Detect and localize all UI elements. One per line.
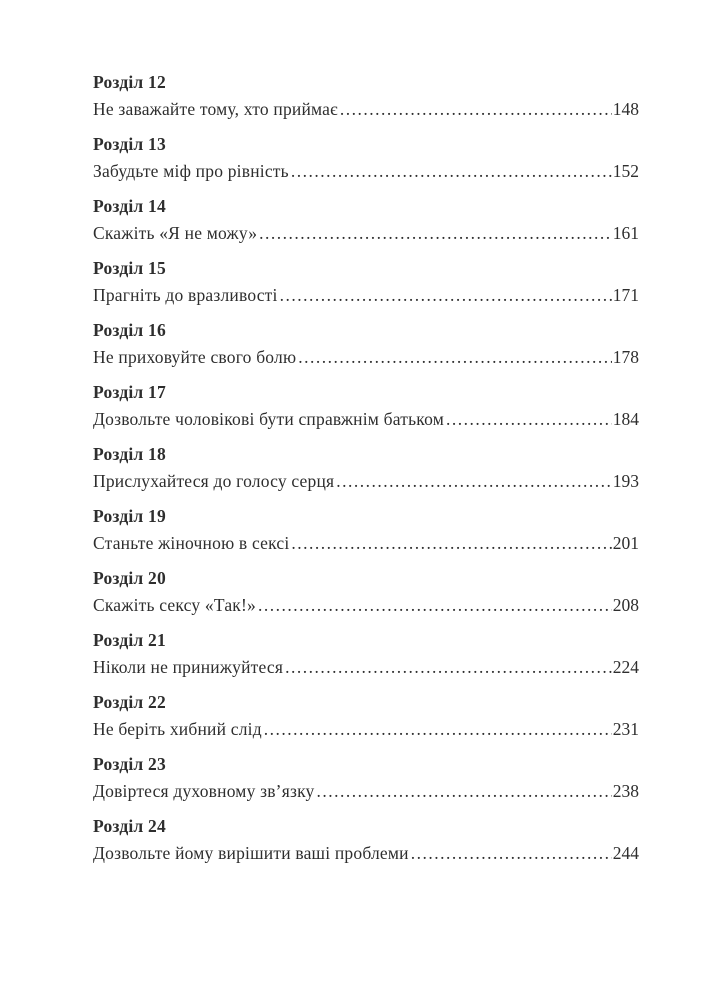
toc-entry-line — [93, 98, 639, 120]
page-number: 224 — [612, 657, 639, 677]
chapter-title: Забудьте міф про рівність — [93, 161, 289, 181]
chapter-title: Прислухайтеся до голосу серця — [93, 471, 335, 491]
toc-entry-line — [93, 160, 639, 182]
toc-entry — [93, 319, 639, 368]
toc-entry-line — [93, 408, 639, 430]
toc-entry-line — [93, 346, 639, 368]
dot-leader — [258, 594, 612, 616]
dot-leader — [264, 718, 612, 740]
chapter-heading: Розділ 20 — [93, 568, 166, 588]
toc-entry — [93, 381, 639, 430]
toc-entry-line — [93, 718, 639, 740]
chapter-heading: Розділ 16 — [93, 320, 166, 340]
page-number: 178 — [612, 347, 639, 367]
toc-entry — [93, 691, 639, 740]
toc-entry — [93, 195, 639, 244]
chapter-title: Прагніть до вразливості — [93, 285, 278, 305]
chapter-heading: Розділ 17 — [93, 382, 166, 402]
dot-leader — [259, 222, 612, 244]
chapter-title: Дозвольте йому вирішити ваші проблеми — [93, 843, 409, 863]
toc-entry — [93, 133, 639, 182]
chapter-heading: Розділ 23 — [93, 754, 166, 774]
chapter-title: Не приховуйте свого болю — [93, 347, 297, 367]
toc-entry — [93, 71, 639, 120]
dot-leader — [316, 780, 611, 802]
chapter-heading: Розділ 15 — [93, 258, 166, 278]
dot-leader — [298, 346, 612, 368]
dot-leader — [446, 408, 612, 430]
dot-leader — [280, 284, 612, 306]
page-number: 238 — [612, 781, 639, 801]
chapter-heading: Розділ 12 — [93, 72, 166, 92]
toc-entry — [93, 629, 639, 678]
chapter-title: Скажіть сексу «Так!» — [93, 595, 256, 615]
toc-entry-line — [93, 780, 639, 802]
toc-entry — [93, 567, 639, 616]
toc-entry-line — [93, 594, 639, 616]
chapter-title: Не беріть хибний слід — [93, 719, 262, 739]
toc-entry-line — [93, 222, 639, 244]
toc-entry — [93, 815, 639, 864]
page-number: 208 — [612, 595, 639, 615]
page-number: 152 — [612, 161, 639, 181]
toc-entry-line — [93, 842, 639, 864]
chapter-heading: Розділ 22 — [93, 692, 166, 712]
page-number: 231 — [612, 719, 639, 739]
toc-entry-line — [93, 656, 639, 678]
chapter-title: Дозвольте чоловікові бути справжнім батьком — [93, 409, 444, 429]
dot-leader — [340, 98, 612, 120]
toc-entry-line — [93, 532, 639, 554]
page-number: 184 — [612, 409, 639, 429]
chapter-heading: Розділ 24 — [93, 816, 166, 836]
chapter-heading: Розділ 13 — [93, 134, 166, 154]
dot-leader — [291, 160, 612, 182]
chapter-title: Ніколи не принижуйтеся — [93, 657, 284, 677]
toc-entry — [93, 443, 639, 492]
page-number: 148 — [612, 99, 639, 119]
chapter-heading: Розділ 14 — [93, 196, 166, 216]
dot-leader — [285, 656, 612, 678]
chapter-title: Довіртеся духовному зв’язку — [93, 781, 315, 801]
page-number: 171 — [612, 285, 639, 305]
toc-entry — [93, 257, 639, 306]
dot-leader — [336, 470, 611, 492]
dot-leader — [291, 532, 611, 554]
toc-entry-line — [93, 470, 639, 492]
chapter-heading: Розділ 18 — [93, 444, 166, 464]
page-number: 193 — [612, 471, 639, 491]
page-number: 244 — [612, 843, 639, 863]
toc-entry-line — [93, 284, 639, 306]
chapter-title: Станьте жіночною в сексі — [93, 533, 290, 553]
page-number: 161 — [612, 223, 639, 243]
chapter-title: Не заважайте тому, хто приймає — [93, 99, 338, 119]
chapter-heading: Розділ 21 — [93, 630, 166, 650]
toc-list — [93, 71, 639, 877]
toc-entry — [93, 505, 639, 554]
chapter-title: Скажіть «Я не можу» — [93, 223, 258, 243]
chapter-heading: Розділ 19 — [93, 506, 166, 526]
dot-leader — [411, 842, 612, 864]
page-number: 201 — [612, 533, 639, 553]
toc-entry — [93, 753, 639, 802]
